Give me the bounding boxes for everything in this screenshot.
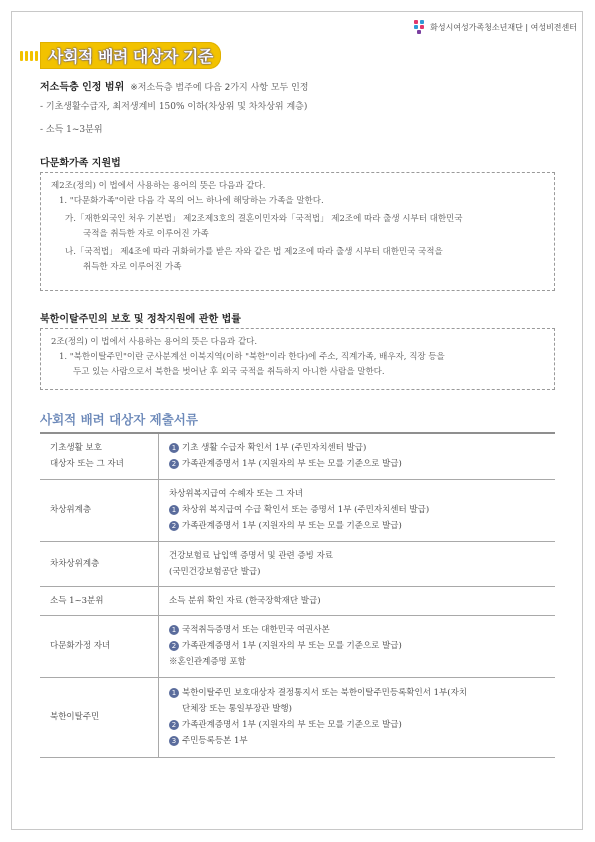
docs-row <box>40 677 555 757</box>
number-badge-icon: 2 <box>169 459 179 469</box>
number-badge-icon: 2 <box>169 720 179 730</box>
doc-item: 2 가족관계증명서 1부 (지원자의 부 또는 모를 기준으로 발급) <box>169 717 551 733</box>
docs-row-content <box>159 615 556 677</box>
low-income-item: - 기초생활수급자, 최저생계비 150% 이하(차상위 및 차차상위 계층) <box>40 102 308 112</box>
law-line: 나.「국적법」 제4조에 따라 귀화허가를 받은 자와 같은 법 제2조에 따라 출생 시부터 대한민국 국적을 <box>65 247 443 257</box>
multicultural-heading: 다문화가족 지원법 <box>40 158 121 169</box>
org-header <box>414 20 577 34</box>
low-income-item: - 소득 1~3분위 <box>40 125 103 135</box>
docs-row <box>40 479 555 541</box>
number-badge-icon: 2 <box>169 521 179 531</box>
doc-item: 2 가족관계증명서 1부 (지원자의 부 또는 모를 기준으로 발급) <box>169 638 551 654</box>
doc-item: 1 북한이탈주민 보호대상자 결정통지서 또는 북한이탈주민등록확인서 1부(자치 <box>169 685 551 701</box>
number-badge-icon: 2 <box>169 641 179 651</box>
low-income-heading: 저소득층 인정 범위 <box>40 82 125 93</box>
docs-row-content <box>159 677 556 757</box>
doc-item: 3 주민등록등본 1부 <box>169 733 551 749</box>
page-title: 사회적 배려 대상자 기준 <box>40 42 221 69</box>
law-line: 제2조(정의) 이 법에서 사용하는 용어의 뜻은 다음과 같다. <box>51 181 266 191</box>
doc-item: 건강보험료 납입액 증명서 및 관련 증빙 자료 <box>169 550 334 561</box>
docs-row-label: 다문화가정 자녀 <box>40 615 159 677</box>
doc-item: 소득 분위 확인 자료 (한국장학재단 발급) <box>169 595 321 606</box>
docs-heading: 사회적 배려 대상자 제출서류 <box>40 412 198 427</box>
doc-item: 2 가족관계증명서 1부 (지원자의 부 또는 모를 기준으로 발급) <box>169 518 551 534</box>
docs-row <box>40 541 555 586</box>
number-badge-icon: 1 <box>169 443 179 453</box>
law-line: 두고 있는 사람으로서 북한을 벗어난 후 외국 국적을 취득하지 아니한 사람을 말한다. <box>73 367 385 377</box>
docs-row-label: 북한이탈주민 <box>40 677 159 757</box>
low-income-section <box>40 78 308 135</box>
docs-row-content <box>159 541 556 586</box>
docs-row-content <box>159 586 556 615</box>
title-bars-icon <box>18 49 40 63</box>
docs-row <box>40 586 555 615</box>
law-line: 국적을 취득한 자로 이루어진 가족 <box>83 229 209 239</box>
doc-item: 1 국적취득증명서 또는 대한민국 여권사본 <box>169 622 551 638</box>
docs-table <box>40 432 555 758</box>
docs-row <box>40 433 555 479</box>
docs-row-label: 차상위계층 <box>40 479 159 541</box>
docs-row <box>40 615 555 677</box>
multicultural-law-box <box>40 172 555 291</box>
defectors-heading: 북한이탈주민의 보호 및 정착지원에 관한 법률 <box>40 314 241 325</box>
law-line: 가.「재한외국인 처우 기본법」 제2조제3호의 결혼이민자와「국적법」 제2조에 따라 출생 시부터 대한민국 <box>65 214 463 224</box>
docs-row-content <box>159 479 556 541</box>
law-line: 1. "다문화가족"이란 다음 각 목의 어느 하나에 해당하는 가족을 말한다. <box>59 196 324 206</box>
page-title-block <box>18 42 221 69</box>
docs-row-label: 차차상위계층 <box>40 541 159 586</box>
low-income-note: ※저소득층 범주에 다음 2가지 사항 모두 인정 <box>130 83 309 93</box>
org-name: 화성시여성가족청소년재단 | 여성비전센터 <box>430 22 577 32</box>
doc-item: ※혼인관계증명 포함 <box>169 657 246 667</box>
doc-item: 1 차상위 복지급여 수급 확인서 또는 증명서 1부 (주민자치센터 발급) <box>169 502 551 518</box>
docs-row-content <box>159 433 556 479</box>
number-badge-icon: 3 <box>169 736 179 746</box>
number-badge-icon: 1 <box>169 625 179 635</box>
foundation-logo-icon <box>414 20 426 34</box>
law-line: 취득한 자로 이루어진 가족 <box>83 262 182 272</box>
doc-item: (국민건강보험공단 발급) <box>169 566 261 577</box>
doc-item: 2 가족관계증명서 1부 (지원자의 부 또는 모를 기준으로 발급) <box>169 456 551 472</box>
docs-row-label: 기초생활 보호 대상자 또는 그 자녀 <box>40 433 159 479</box>
doc-item: 1 기초 생활 수급자 확인서 1부 (주민자치센터 발급) <box>169 440 551 456</box>
defectors-law-box <box>40 328 555 390</box>
law-line: 1. "북한이탈주민"이란 군사분계선 이북지역(이하 "북한"이라 한다)에 주소, 직계가족, 배우자, 직장 등을 <box>59 352 445 362</box>
docs-row-label: 소득 1~3분위 <box>40 586 159 615</box>
doc-item: 차상위복지급여 수혜자 또는 그 자녀 <box>169 489 303 499</box>
law-line: 2조(정의) 이 법에서 사용하는 용어의 뜻은 다음과 같다. <box>51 337 258 347</box>
number-badge-icon: 1 <box>169 505 179 515</box>
number-badge-icon: 1 <box>169 688 179 698</box>
doc-item: 단체장 또는 통일부장관 발행) <box>182 704 292 714</box>
